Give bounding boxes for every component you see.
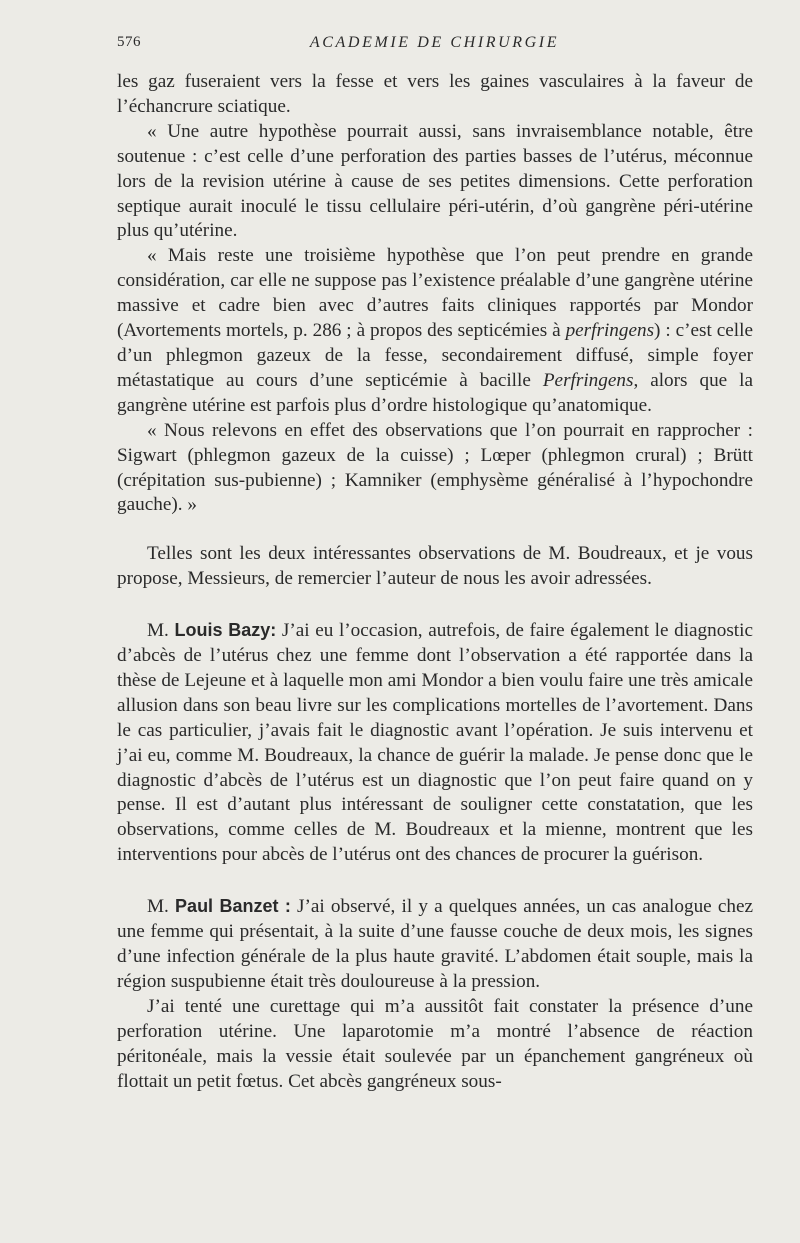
paragraph <box>117 244 753 418</box>
paragraph <box>117 70 753 120</box>
paragraph-text: « Nous relevons en effet des observations que l’on pourrait en rapprocher : Sigwart (phlegmon gazeux de la cuisse) ; Lœper (phlegmon crural) ; Brütt (crépitation sus-pubienne) ; Kamniker (emphysème généralisé à l’hypochondre gauche). » <box>117 419 753 516</box>
speaker-prefix: M. <box>147 896 176 918</box>
page-header <box>117 34 752 58</box>
speaker-name: Paul Banzet : <box>175 896 291 917</box>
paragraph <box>117 995 753 1095</box>
paragraph-text: J’ai eu l’occasion, autrefois, de faire également le diagnostic d’abcès de l’utérus chez une femme dont l’observation a été rapportée dans la thèse de Lejeune et à laquelle mon ami Mondor a bien voulu faire une très amicale allusion dans son beau livre sur les complications mortelles de l’avortement. Dans le cas particulier, j’avais fait le diagnostic avant l’opération. Je suis intervenu et j’ai eu, comme M. Boudreaux, la chance de guérir la malade. Je pense donc que le diagnostic d’abcès de l’utérus est un diagnostic que l’on peut faire quand on y pense. Il est d’autant plus intéressant de souligner cette constatation, que les observations, comme celles de M. Boudreaux et la mienne, montrent que les interventions pour abcès de l’utérus ont des chances de procurer la guérison. <box>117 620 753 866</box>
paragraph-speaker-banzet <box>117 894 753 995</box>
paragraph-text: J’ai observé, il y a quelques années, un cas analogue chez une femme qui présentait, à la suite d’une fausse couche de deux mois, les signes d’une infection générale de la plus haute gravité. L’abdomen était souple, mais la région suspubienne était très douloureuse à la pression. <box>117 896 754 992</box>
paragraph-text: , alors que la gangrène utérine est parfois plus d’ordre histologique qu’anatomique. <box>117 369 753 416</box>
italic-term: perfringens <box>565 320 655 342</box>
paragraph <box>117 120 753 245</box>
speaker-name: Louis Bazy: <box>174 620 277 641</box>
paragraph <box>117 542 753 592</box>
paragraph-text: ) : c’est celle d’un phlegmon gazeux de la fesse, secondairement diffusé, simple foyer métastatique au cours d’une septicémie à bacille <box>117 320 753 391</box>
paragraph-speaker-bazy <box>117 618 753 868</box>
running-title: ACADEMIE DE CHIRURGIE <box>309 34 560 51</box>
paragraph-text: J’ai tenté une curettage qui m’a aussitôt fait constater la présence d’une perforation utérine. Une laparotomie m’a montré l’absence de réaction péritonéale, mais la vessie était soulevée par un épanchement gangréneux où flottait un petit fœtus. Cet abcès gangréneux sous- <box>117 995 753 1092</box>
speaker-prefix: M. <box>147 620 175 642</box>
paragraph <box>117 419 753 519</box>
paragraph-text: les gaz fuseraient vers la fesse et vers les gaines vasculaires à la faveur de l’échancrure sciatique. <box>117 71 753 117</box>
paragraph-text: Telles sont les deux intéressantes observations de M. Boudreaux, et je vous propose, Messieurs, de remercier l’auteur de nous les avoir adressées. <box>117 543 753 590</box>
italic-term: Perfringens <box>542 369 634 391</box>
body-text <box>117 70 753 1094</box>
paragraph-text: « Mais reste une troisième hypothèse que l’on peut prendre en grande considération, car elle ne suppose pas l’existence préalable d’une gangrène utérine massive et cadre bien avec d’autres faits cliniques rapportés par Mondor (Avortements mortels, p. 286 ; à propos des septicémies à <box>117 245 753 342</box>
page-number: 576 <box>117 34 141 50</box>
paragraph-text: « Une autre hypothèse pourrait aussi, sans invraisemblance notable, être soutenue : c’est celle d’une perforation des parties basses de l’utérus, méconnue lors de la revision utérine à cause de ses petites dimensions. Cette perforation septique aurait inoculé le tissu cellulaire péri-utérin, d’où gangrène péri-utérine plus qu’utérine. <box>117 120 753 242</box>
